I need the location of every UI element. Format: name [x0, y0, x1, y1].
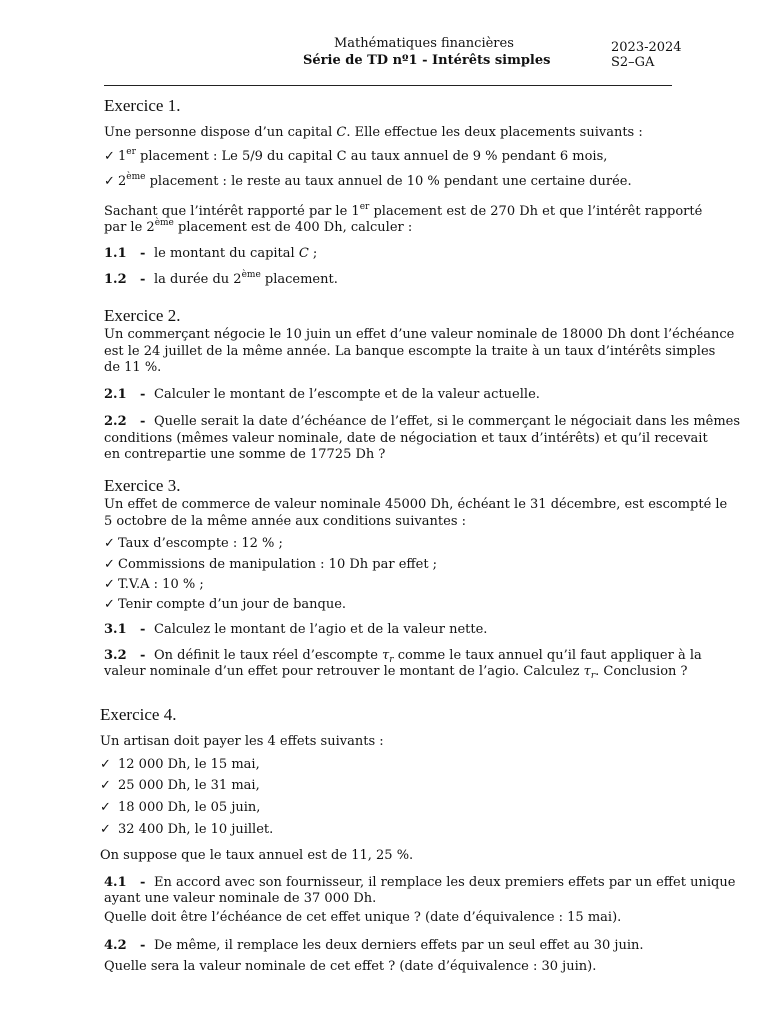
- exercise-1-given-line-2: par le 2ème placement est de 400 Dh, calculer :: [104, 218, 413, 235]
- exercise-3-text-line-1: Un effet de commerce de valeur nominale 45000 Dh, échéant le 31 décembre, est escompté le: [104, 497, 728, 512]
- exercise-1-title: Exercice 1.: [104, 96, 181, 115]
- question-2-2-line-1: 2.2 - Quelle serait la date d’échéance de l’effet, si le commerçant le négociait dans les mêmes: [104, 414, 741, 429]
- exercise-1-given-line-1: Sachant que l’intérêt rapporté par le 1er placement est de 270 Dh et que l’intérêt rapporté: [104, 202, 703, 219]
- question-1-1: 1.1 - le montant du capital C ;: [104, 246, 318, 261]
- question-2-1: 2.1 - Calculer le montant de l’escompte et de la valeur actuelle.: [104, 387, 540, 402]
- question-4-1-line-1: 4.1 - En accord avec son fournisseur, il remplace les deux premiers effets par un effet unique: [104, 875, 736, 890]
- check-icon: ✓: [104, 597, 115, 612]
- check-icon: ✓: [100, 822, 111, 837]
- exercise-4-bill-4: ✓ 32 400 Dh, le 10 juillet.: [100, 822, 274, 837]
- exercise-4-bill-3: ✓ 18 000 Dh, le 05 juin,: [100, 800, 261, 815]
- check-icon: ✓: [104, 577, 115, 592]
- check-icon: ✓: [104, 149, 115, 164]
- exercise-1-placement-1: ✓ 1er placement : Le 5/9 du capital C au taux annuel de 9 % pendant 6 mois,: [104, 147, 608, 164]
- exercise-4-title: Exercice 4.: [100, 705, 177, 724]
- question-4-2-line-1: 4.2 - De même, il remplace les deux derniers effets par un seul effet au 30 juin.: [104, 938, 644, 953]
- check-icon: ✓: [104, 536, 115, 551]
- check-icon: ✓: [104, 557, 115, 572]
- exercise-3-condition-4: ✓ Tenir compte d’un jour de banque.: [104, 597, 347, 612]
- course-subject: Mathématiques financières: [334, 36, 514, 51]
- exercise-3-text-line-2: 5 octobre de la même année aux conditions suivantes :: [104, 514, 467, 529]
- group-label: S2–GA: [611, 55, 655, 70]
- question-2-2-line-2: conditions (mêmes valeur nominale, date de négociation et taux d’intérêts) et qu’il recevait: [104, 431, 708, 446]
- exercise-4-bill-1: ✓ 12 000 Dh, le 15 mai,: [100, 757, 260, 772]
- check-icon: ✓: [100, 757, 111, 772]
- academic-year: 2023-2024: [611, 40, 682, 55]
- series-title: Série de TD nº1 - Intérêts simples: [303, 53, 551, 68]
- question-4-1-line-2: ayant une valeur nominale de 37 000 Dh.: [104, 891, 377, 906]
- exercise-3-condition-3: ✓ T.V.A : 10 % ;: [104, 577, 204, 592]
- question-3-2-line-2: valeur nominale d’un effet pour retrouver le montant de l’agio. Calculez $\tau_r$. Conclusion ?: [104, 664, 688, 681]
- check-icon: ✓: [100, 778, 111, 793]
- exercise-3-condition-1: ✓ Taux d’escompte : 12 % ;: [104, 536, 283, 551]
- check-icon: ✓: [100, 800, 111, 815]
- question-2-2-line-3: en contrepartie une somme de 17725 Dh ?: [104, 447, 386, 462]
- exercise-4-rate: On suppose que le taux annuel est de 11, 25 %.: [100, 848, 414, 863]
- question-1-2: 1.2 - la durée du 2ème placement.: [104, 270, 338, 287]
- exercise-2-text-line-1: Un commerçant négocie le 10 juin un effet d’une valeur nominale de 18000 Dh dont l’échéance: [104, 327, 735, 342]
- header-rule: [104, 85, 672, 86]
- check-icon: ✓: [104, 174, 115, 189]
- exercise-4-intro: Un artisan doit payer les 4 effets suivants :: [100, 734, 384, 749]
- question-3-1: 3.1 - Calculez le montant de l’agio et de la valeur nette.: [104, 622, 488, 637]
- question-4-2-line-2: Quelle sera la valeur nominale de cet effet ? (date d’équivalence : 30 juin).: [104, 959, 597, 974]
- exercise-3-title: Exercice 3.: [104, 476, 181, 495]
- exercise-2-text-line-2: est le 24 juillet de la même année. La banque escompte la traite à un taux d’intérêts simples: [104, 344, 716, 359]
- question-3-2-line-1: 3.2 - On définit le taux réel d’escompte $\tau_r$ comme le taux annuel qu’il faut appliquer à la: [104, 648, 702, 665]
- question-4-1-line-3: Quelle doit être l’échéance de cet effet unique ? (date d’équivalence : 15 mai).: [104, 910, 622, 925]
- exercise-2-title: Exercice 2.: [104, 306, 181, 325]
- exercise-2-text-line-3: de 11 %.: [104, 360, 162, 375]
- exercise-1-placement-2: ✓ 2ème placement : le reste au taux annuel de 10 % pendant une certaine durée.: [104, 172, 632, 189]
- exercise-3-condition-2: ✓ Commissions de manipulation : 10 Dh par effet ;: [104, 557, 438, 572]
- exercise-4-bill-2: ✓ 25 000 Dh, le 31 mai,: [100, 778, 260, 793]
- exercise-1-intro: Une personne dispose d’un capital C. Elle effectue les deux placements suivants :: [104, 125, 643, 140]
